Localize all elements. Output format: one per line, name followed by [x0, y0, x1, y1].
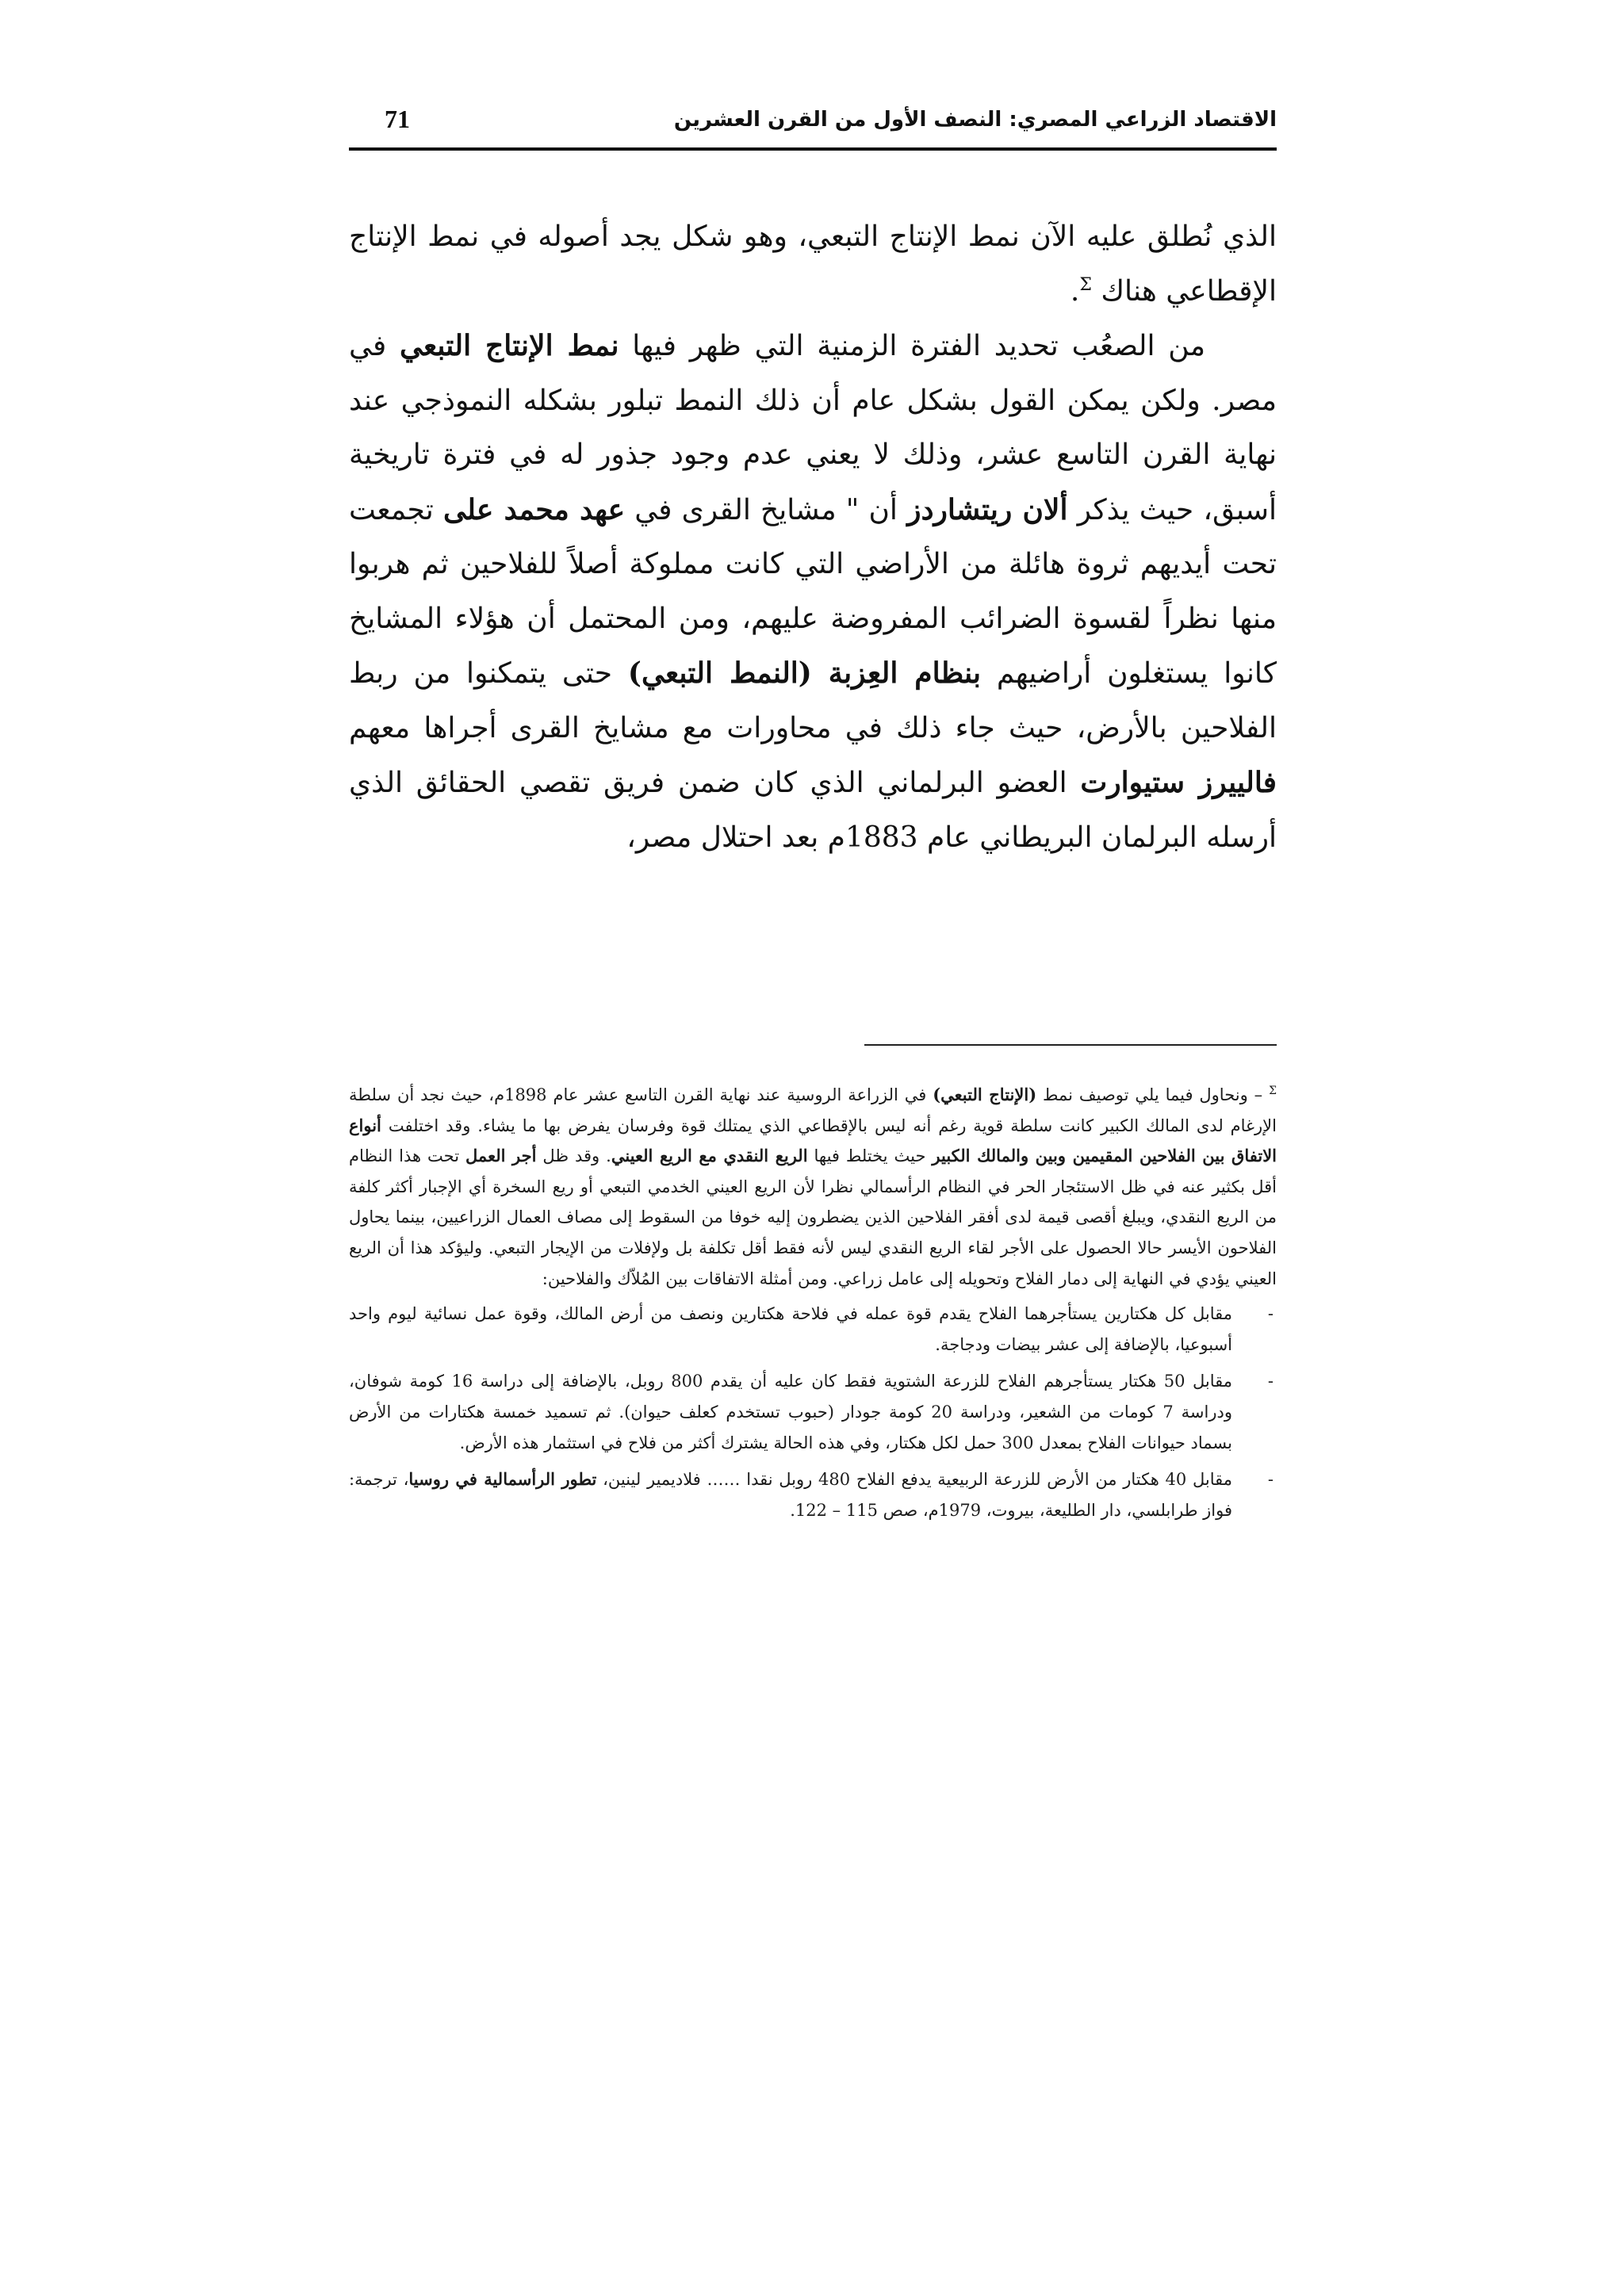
bold-term: الريع النقدي مع الريع العيني — [611, 1146, 808, 1166]
footnote-list-item — [349, 1366, 1277, 1458]
page-number: 71 — [385, 105, 410, 133]
list-dash: - — [1267, 1304, 1274, 1324]
footnotes — [349, 1080, 1277, 1532]
text-run: من الصعُب تحديد الفترة الزمنية التي ظهر فيها — [619, 330, 1205, 362]
footnote-list — [349, 1299, 1277, 1525]
text-run: مقابل 40 هكتار من الأرض للزرعة الربيعية يدفع الفلاح 480 روبل نقدا …… فلاديمير لينين، — [596, 1470, 1232, 1490]
text-run: . وقد ظل — [536, 1146, 611, 1166]
text-run: مقابل 50 هكتار يستأجرهم الفلاح للزرعة الشتوية فقط كان عليه أن يقدم 800 روبل، بالإضافة إلى دراسة 16 كومة شوفان، ودراسة 7 كومات من الشعير، ودراسة 20 كومة جودار (حبوب تستخدم كعلف حيوان). ثم تسميد خمسة هكتارات من الأرض بسماد حيوانات الفلاح بمعدل 300 حمل لكل هكتار، وفي هذه الحالة يشترك أكثر من فلاح في استثمار هذه الأرض. — [349, 1372, 1232, 1452]
footnote-list-item — [349, 1464, 1277, 1525]
text-run: أن " مشايخ القرى في — [625, 493, 908, 526]
text-run: حيث يختلط فيها — [807, 1146, 933, 1166]
text-run: الذي نُطلق عليه الآن نمط الإنتاج التبعي، وهو شكل يجد أصوله في نمط الإنتاج الإقطاعي هناك — [349, 220, 1277, 308]
bold-term: أجر العمل — [465, 1146, 537, 1166]
bold-term: نمط الإنتاج التبعي — [400, 329, 619, 362]
text-run: تحت هذا النظام أقل بكثير عنه في ظل الاستئجار الحر في النظام الرأسمالي نظرا لأن الريع العيني الخدمي التبعي أو ريع السخرة أي الإجبار أكثر كلفة من الريع النقدي، ويبلغ أقصى قيمة لدى أفقر الفلاحين الذين يضطرون إليه خوفا من السقوط إلى مصاف العمال الزراعيين، بينما يحاول الفلاحون الأيسر حالا الحصول على الأجر لقاء الريع النقدي ليس لأنه فقط أقل تكلفة بل ولإفلات من الإيجار التبعي. وليؤكد هذا أن الريع العيني يؤدي في النهاية إلى دمار الفلاح وتحويله إلى عامل زراعي. ومن أمثلة الاتفاقات بين المُلاّك والفلاحين: — [349, 1146, 1277, 1288]
footnote-marker: Σ — [1269, 1085, 1277, 1097]
bold-term: ألان ريتشاردز — [907, 492, 1068, 526]
text-run: تجمعت تحت أيديهم ثروة هائلة من الأراضي التي كانت مملوكة أصلاً للفلاحين ثم هربوا منها نظراً لقسوة الضرائب المفروضة عليهم، ومن المحتمل أن هؤلاء المشايخ كانوا يستغلون أراضيهم — [349, 493, 1277, 690]
bold-term: (الإنتاج التبعي) — [933, 1085, 1037, 1104]
footnote-intro — [349, 1080, 1277, 1294]
text-run: – ونحاول فيما يلي توصيف نمط — [1036, 1085, 1270, 1104]
list-dash: - — [1267, 1372, 1274, 1391]
paragraph-2 — [349, 319, 1277, 865]
bold-book-title: تطور الرأسمالية في روسيا — [408, 1469, 597, 1490]
text-run: . — [1070, 274, 1080, 308]
text-run: في مصر. ولكن يمكن القول بشكل عام أن ذلك النمط تبلور بشكله النموذجي عند نهاية القرن التاسع عشر، وذلك لا يعني عدم وجود جذور له في فترة تاريخية أسبق، حيث يذكر — [349, 330, 1277, 526]
text-run: حتى يتمكنوا من ربط الفلاحين بالأرض، حيث جاء ذلك في محاورات مع مشايخ القرى أجراها معهم — [349, 657, 1277, 744]
text-run: ، ترجمة: فواز طرابلسي، دار الطليعة، بيروت، 1979م، صص 115 – 122. — [349, 1470, 1232, 1520]
body-text — [349, 210, 1277, 865]
running-title: الاقتصاد الزراعي المصري: النصف الأول من القرن العشرين — [673, 108, 1277, 132]
footnote-list-item — [349, 1299, 1277, 1360]
bold-term: فالييرز ستيوارت — [1080, 766, 1277, 799]
header-rule — [349, 147, 1277, 151]
footnote-rule — [864, 1044, 1277, 1046]
bold-term: بنظام العِزبة (النمط التبعي) — [627, 656, 981, 690]
list-dash: - — [1267, 1470, 1274, 1490]
bold-term: أنواع الاتفاق بين الفلاحين المقيمين وبين والمالك الكبير — [349, 1115, 1277, 1166]
bold-term: عهد محمد على — [442, 492, 626, 526]
text-run: العضو البرلماني الذي كان ضمن فريق تقصي الحقائق الذي أرسله البرلمان البريطاني عام 1883م بعد احتلال مصر، — [349, 767, 1277, 854]
paragraph-1 — [349, 210, 1277, 319]
footnote-marker[interactable]: Σ — [1079, 274, 1092, 295]
text-run: في الزراعة الروسية عند نهاية القرن التاسع عشر عام 1898م، حيث نجد أن سلطة الإرغام لدى المالك الكبير كانت سلطة قوية رغم أنه ليس بالإقطاعي الذي يمتلك قوة وفرسان يفرض بها ما يشاء. وقد اختلفت — [349, 1085, 1277, 1135]
running-header — [349, 101, 1277, 151]
text-run: مقابل كل هكتارين يستأجرهما الفلاح يقدم قوة عمله في فلاحة هكتارين ونصف من أرض المالك، وقوة عمل نسائية ليوم واحد أسبوعيا، بالإضافة إلى عشر بيضات ودجاجة. — [349, 1304, 1232, 1354]
